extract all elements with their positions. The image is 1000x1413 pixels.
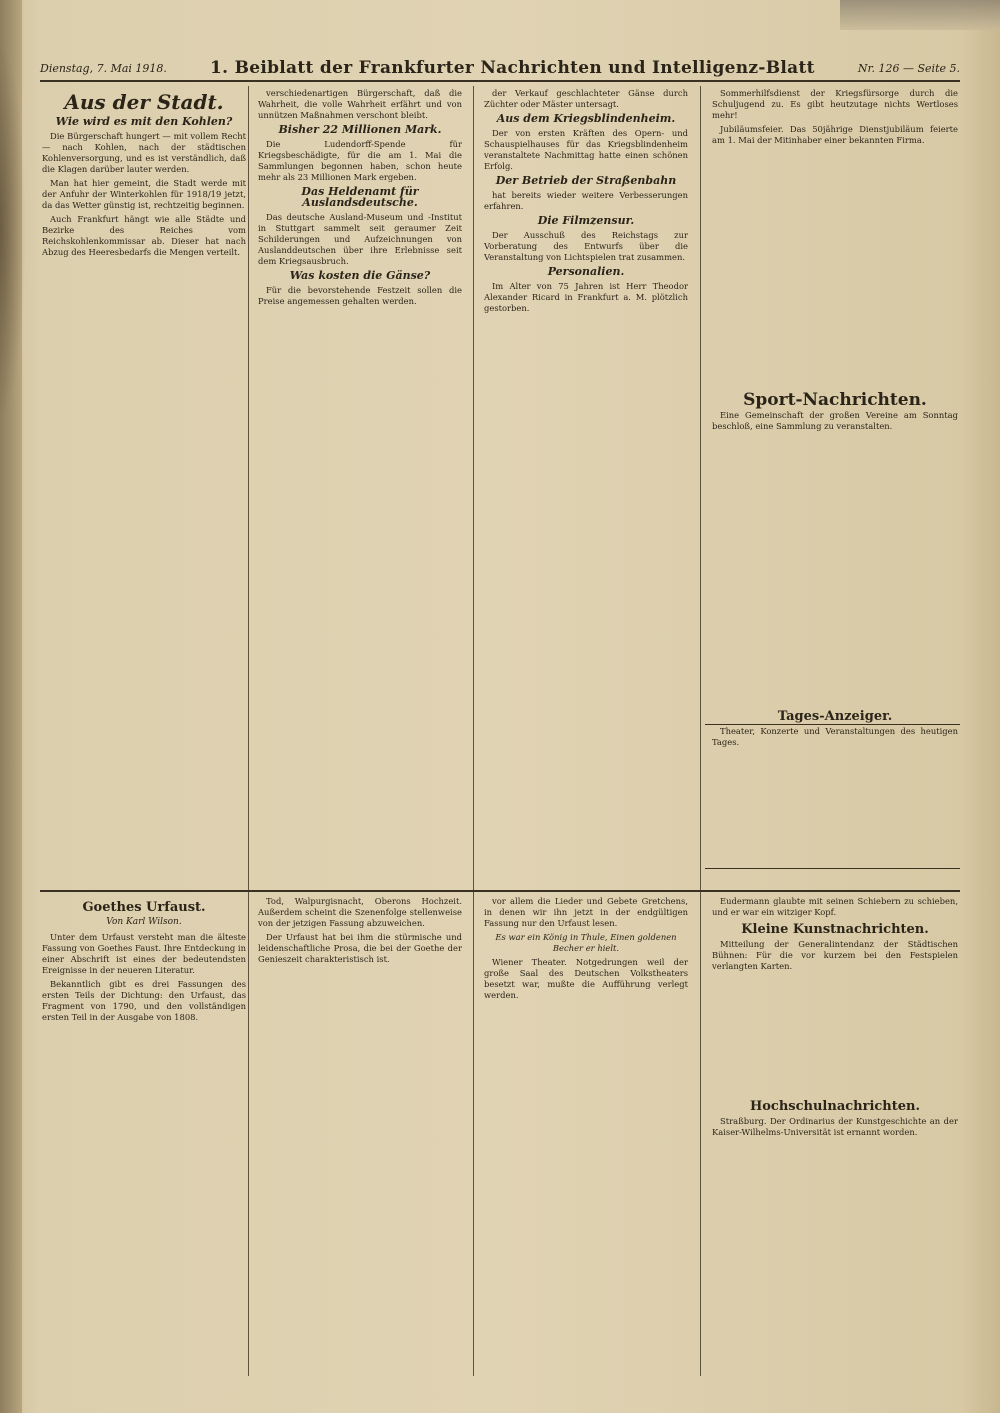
page-number: Nr. 126 — Seite 5. xyxy=(857,61,960,75)
byline: Von Karl Wilson. xyxy=(106,917,182,927)
article-paragraph: Eudermann glaubte mit seinen Schiebern zu schieben, und er war ein witziger Kopf. xyxy=(712,896,958,917)
stain xyxy=(0,40,26,420)
article-heading: Goethes Urfaust. xyxy=(82,900,206,915)
article-paragraph: Der von ersten Kräften des Opern- und Schauspielhauses für das Kriegsblindenheim veranstaltete Nachmittag hatte einen schönen Erfolg. xyxy=(484,128,688,171)
article-paragraph: Theater, Konzerte und Veranstaltungen des heutigen Tages. xyxy=(712,726,958,747)
supplement-title: 1. Beiblatt der Frankfurter Nachrichten und Intelligenz-Blatt xyxy=(210,58,815,78)
article-paragraph: Für die bevorstehende Festzeit sollen die Preise angemessen gehalten werden. xyxy=(258,285,462,306)
article-heading: Bisher 22 Millionen Mark. xyxy=(278,123,442,136)
article-paragraph: Man hat hier gemeint, die Stadt werde mit der Anfuhr der Winterkohlen für 1918/19 jetzt, da das Wetter günstig ist, rechtzeitig beginnen. xyxy=(42,178,246,210)
article-body-text xyxy=(712,435,958,705)
article-paragraph: Der Ausschuß des Reichstags zur Vorberatung des Entwurfs über die Veranstaltung von Lichtspielen trat zusammen. xyxy=(484,230,688,262)
article-heading: Was kosten die Gänse? xyxy=(289,269,431,282)
article-heading: Personalien. xyxy=(547,265,625,278)
article-paragraph: Tod, Walpurgisnacht, Oberons Hochzeit. Außerdem scheint die Szenenfolge stellenweise von der jetzigen Fassung abzuweichen. xyxy=(258,896,462,928)
article-body-text xyxy=(712,149,958,389)
article-paragraph: Mitteilung der Generalintendanz der Städtischen Bühnen: Für die vor kurzem bei den Festspielen verlangten Karten. xyxy=(712,939,958,971)
section-heading: Kleine Kunstnachrichten. xyxy=(741,922,929,937)
section-heading: Sport-Nachrichten. xyxy=(743,390,927,410)
column-3-bottom xyxy=(484,896,688,1376)
column-divider xyxy=(473,86,474,1376)
section-divider xyxy=(40,890,960,892)
section-heading: Hochschulnachrichten. xyxy=(749,1099,921,1114)
column-1-bottom xyxy=(42,896,246,1376)
verse: Es war ein König in Thule, Einen goldenen Becher er hielt. xyxy=(495,932,677,953)
article-heading: Der Betrieb der Straßenbahn xyxy=(495,174,677,187)
column-divider xyxy=(248,86,249,1376)
article-paragraph: Auch Frankfurt hängt wie alle Städte und Bezirke des Reiches vom Reichskohlenkommissar ab. Dieser hat nach Abzug des Heeresbedarfs die Mengen verteilt. xyxy=(42,214,246,257)
page-header xyxy=(40,56,960,82)
article-paragraph: Das deutsche Ausland-Museum und -Institut in Stuttgart sammelt seit geraumer Zeit Schilderungen und Aufzeichnungen von Auslanddeutschen über ihre Erlebnisse seit dem Kriegsausbruch. xyxy=(258,212,462,266)
column-4-top xyxy=(712,88,958,878)
article-heading: Das Heldenamt für Auslandsdeutsche. xyxy=(301,185,419,209)
article-paragraph: hat bereits wieder weitere Verbesserungen erfahren. xyxy=(484,190,688,211)
article-heading: Die Filmzensur. xyxy=(537,214,635,227)
article-paragraph: Eine Gemeinschaft der großen Vereine am Sonntag beschloß, eine Sammlung zu veranstalten. xyxy=(712,410,958,431)
article-paragraph: Bekanntlich gibt es drei Fassungen des ersten Teils der Dichtung: den Urfaust, das Fragment von 1790, und den vollständigen ersten Teil in der Ausgabe von 1808. xyxy=(42,979,246,1022)
article-paragraph: vor allem die Lieder und Gebete Gretchens, in denen wir ihn jetzt in der endgültigen Fassung nur den Urfaust lesen. xyxy=(484,896,688,928)
column-2-bottom xyxy=(258,896,462,1376)
column-1-top xyxy=(42,88,246,878)
section-heading: Tages-Anzeiger. xyxy=(777,709,893,724)
article-paragraph: Die Ludendorff-Spende für Kriegsbeschädigte, für die am 1. Mai die Sammlungen begonnen haben, schon heute mehr als 23 Millionen Mark ergeben. xyxy=(258,139,462,182)
section-heading: Aus der Stadt. xyxy=(64,90,224,114)
issue-date: Dienstag, 7. Mai 1918. xyxy=(40,61,167,75)
article-paragraph: Unter dem Urfaust versteht man die älteste Fassung von Goethes Faust. Ihre Entdeckung in einer Abschrift ist eines der bedeutendsten Ereignisse in der neueren Literatur. xyxy=(42,932,246,975)
article-paragraph: Die Bürgerschaft hungert — mit vollem Recht — nach Kohlen, nach der städtischen Kohlenversorgung, und es ist verständlich, daß die Klagen darüber lauter werden. xyxy=(42,131,246,174)
article-paragraph: Wiener Theater. Notgedrungen weil der große Saal des Deutschen Volkstheaters besetzt war, mußte die Aufführung verlegt werden. xyxy=(484,957,688,1000)
article-heading: Aus dem Kriegsblindenheim. xyxy=(496,112,676,125)
column-3-top xyxy=(484,88,688,878)
article-body-text xyxy=(712,975,958,1095)
article-paragraph: der Verkauf geschlachteter Gänse durch Züchter oder Mäster untersagt. xyxy=(484,88,688,109)
article-paragraph: Straßburg. Der Ordinarius der Kunstgeschichte an der Kaiser-Wilhelms-Universität ist ernannt worden. xyxy=(712,1116,958,1137)
article-paragraph: Im Alter von 75 Jahren ist Herr Theodor Alexander Ricard in Frankfurt a. M. plötzlich gestorben. xyxy=(484,281,688,313)
article-paragraph: Der Urfaust hat bei ihm die stürmische und leidenschaftliche Prosa, die bei der Goethe der Genieszeit charakteristisch ist. xyxy=(258,932,462,964)
column-2-top xyxy=(258,88,462,878)
article-heading: Wie wird es mit den Kohlen? xyxy=(55,115,233,128)
column-4-bottom xyxy=(712,896,958,1376)
article-paragraph: Sommerhilfsdienst der Kriegsfürsorge durch die Schuljugend zu. Es gibt heutzutage nichts Wertloses mehr! xyxy=(712,88,958,120)
article-paragraph: verschiedenartigen Bürgerschaft, daß die Wahrheit, die volle Wahrheit erfährt und von unnützen Maßnahmen verschont bleibt. xyxy=(258,88,462,120)
column-divider xyxy=(700,86,701,1376)
article-paragraph: Jubiläumsfeier. Das 50jährige Dienstjubiläum feierte am 1. Mai der Mitinhaber einer bekannten Firma. xyxy=(712,124,958,145)
torn-corner xyxy=(840,0,1000,30)
